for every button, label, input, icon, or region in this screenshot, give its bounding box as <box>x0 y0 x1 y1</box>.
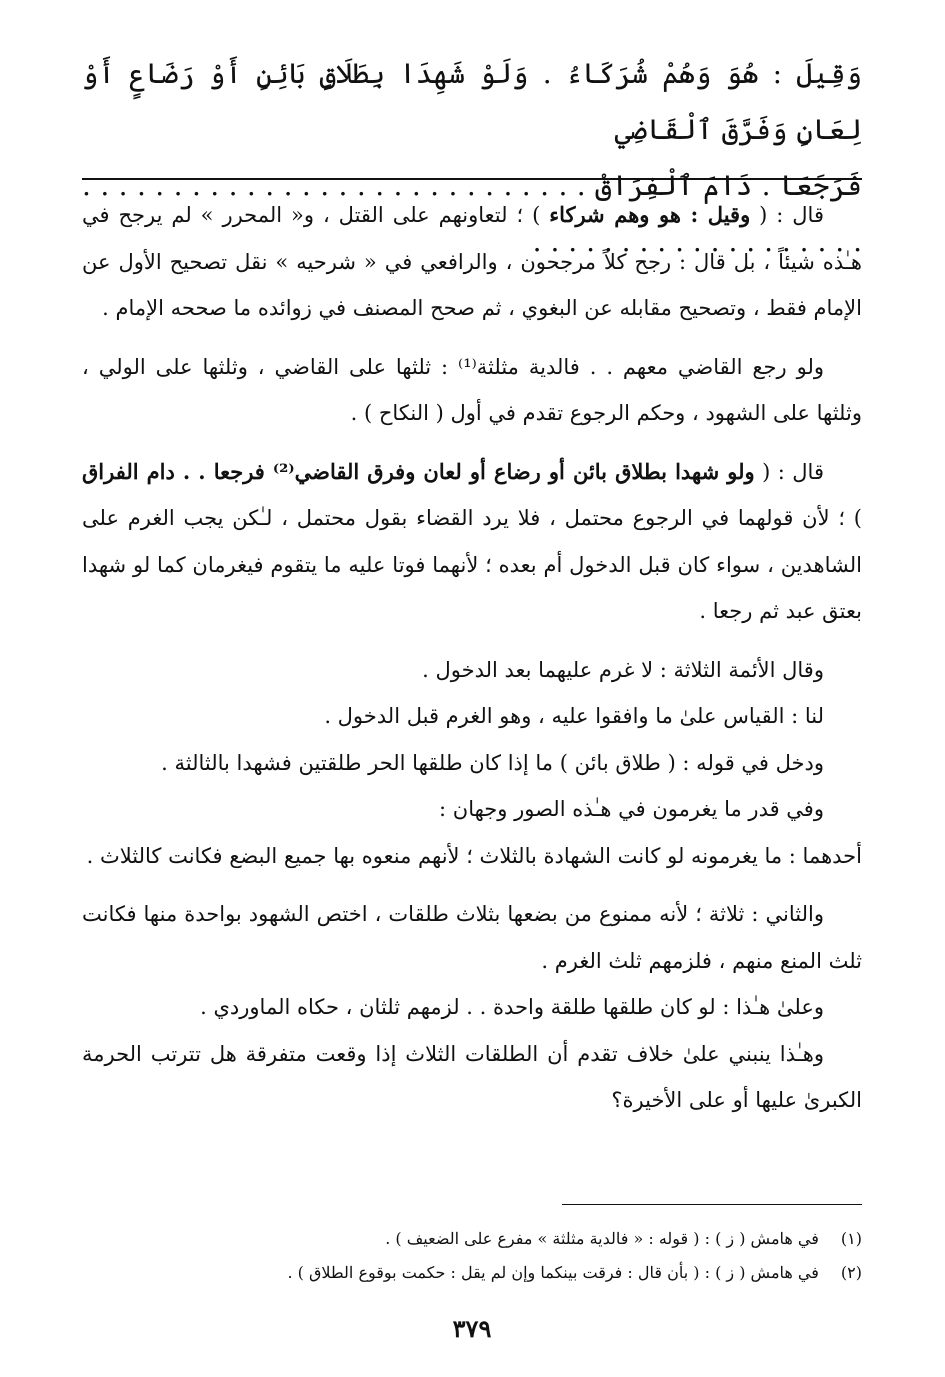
matn-dots: . . . . . . . . . . . . . . . . . . . . . . . . . . . . . . . . . . . . . . . . . . . . . . . <box>82 169 862 258</box>
book-page <box>82 46 862 1346</box>
commentary-paragraph: أحدهما : ما يغرمونه لو كانت الشهادة بالثلاث ؛ لأنهم منعوه بها جميع البضع فكانت كالثلاث . <box>86 843 862 868</box>
commentary-paragraph: وعلىٰ هـٰذا : لو كان طلقها طلقة واحدة . . لزمهم ثلثان ، حكاه الماوردي . <box>200 995 824 1019</box>
footnote-text: في هامش ( ز ) : ( قوله : « فالدية مثلثة » مفرع على الضعيف ) . <box>385 1229 819 1248</box>
footnotes <box>82 1222 862 1290</box>
footnote-1 <box>82 1222 862 1256</box>
footnote-number: (٢) <box>840 1263 862 1282</box>
matn-line-1: وَقِيلَ : هُوَ وَهُمْ شُرَكَاءُ . وَلَوْ شَهِدَا بِطَلَاقٍ بَائِنٍ أَوْ رَضَاعٍ أَوْ لِعَانٍ وَفَرَّقَ ٱلْقَاضِي <box>82 57 862 146</box>
footnote-text: في هامش ( ز ) : ( بأن قال : فرقت بينكما وإن لم يقل : حكمت بوقوع الطلاق ) . <box>287 1263 819 1282</box>
matn-divider <box>82 178 862 180</box>
commentary-paragraph: لنا : القياس علىٰ ما وافقوا عليه ، وهو الغرم قبل الدخول . <box>324 704 824 728</box>
commentary-text: قال : ( <box>762 459 824 484</box>
commentary-paragraph: وقال الأئمة الثلاثة : لا غرم عليهما بعد الدخول . <box>422 657 824 682</box>
commentary-paragraph <box>82 192 862 332</box>
quoted-matn: ولو شهدا بطلاق بائن أو رضاع أو لعان وفرق القاضي⁽²⁾ فرجعا . . دام الفراق <box>82 458 755 484</box>
footnote-divider <box>562 1204 862 1205</box>
page-number: ٣٧٩ <box>452 1314 492 1343</box>
commentary-block <box>82 192 862 1124</box>
commentary-paragraph: ولو رجع القاضي معهم . . فالدية مثلثة⁽¹⁾ : ثلثها على القاضي ، وثلثها على الولي ، وثلثها على الشهود ، وحكم الرجوع تقدم في أول ( النكاح ) . <box>82 354 862 425</box>
matn-line-2-text: فَرَجَعَا . دَامَ ٱلْفِرَاقُ <box>595 169 863 202</box>
commentary-text: ) ؛ لتعاونهم على القتل ، و« المحرر » لم يرجح في هـٰذه شيئاً ، بل قال : رجح كلاً مرجحون ، والرافعي في « شرحيه » نقل تصحيح الأول عن الإمام فقط ، وتصحيح مقابله عن البغوي ، ثم صحح المصنف في زوائده ما صححه الإمام . <box>82 203 862 320</box>
footnote-number: (١) <box>840 1229 862 1248</box>
quoted-matn: وقيل : هو وهم شركاء <box>549 202 751 227</box>
commentary-paragraph: ودخل في قوله : ( طلاق بائن ) ما إذا كان طلقها الحر طلقتين فشهدا بالثالثة . <box>161 750 824 775</box>
commentary-paragraph: والثاني : ثلاثة ؛ لأنه ممنوع من بضعها بثلاث طلقات ، اختص الشهود بواحدة منها فكانت ثلث المنع منهم ، فلزمهم ثلث الغرم . <box>82 902 862 973</box>
commentary-paragraph: وفي قدر ما يغرمون في هـٰذه الصور وجهان : <box>439 797 824 821</box>
footnote-2 <box>82 1256 862 1290</box>
commentary-paragraph <box>82 449 862 635</box>
commentary-text: قال : ( <box>759 203 824 227</box>
commentary-paragraph: وهـٰذا ينبني علىٰ خلاف تقدم أن الطلقات الثلاث إذا وقعت متفرقة هل تترتب الحرمة الكبرىٰ عليها أو على الأخيرة؟ <box>82 1041 862 1112</box>
commentary-text: ) ؛ لأن قولهما في الرجوع محتمل ، فلا يرد القضاء بقول محتمل ، لـٰكن يجب الغرم على الشاهدين ، سواء كان قبل الدخول أم بعده ؛ لأنهما فوتا عليه ما يتقوم فيغرمان كما لو شهدا بعتق عبد ثم رجعا . <box>82 506 862 623</box>
